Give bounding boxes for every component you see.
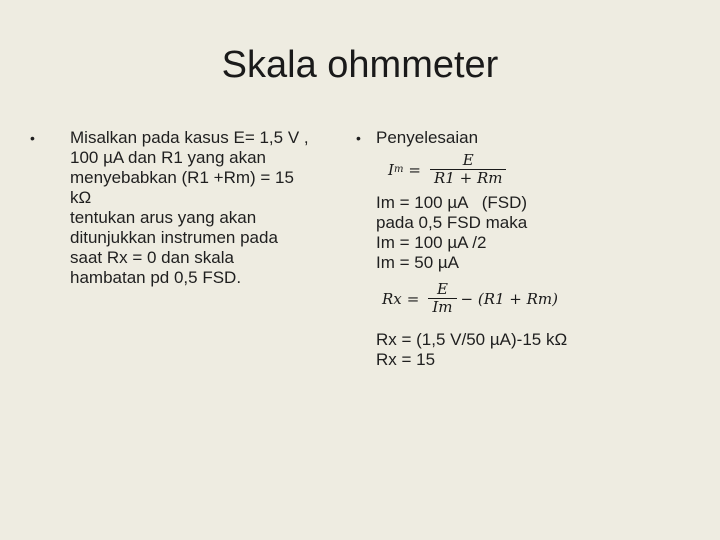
formula-numerator: E xyxy=(436,280,448,298)
solution-heading-row xyxy=(356,128,696,148)
formula-denominator: Im xyxy=(428,298,456,316)
solution-line: pada 0,5 FSD maka xyxy=(376,213,528,232)
formula-equals: = xyxy=(408,160,421,179)
formula-rx xyxy=(382,281,696,316)
formula-denominator: R1 + Rm xyxy=(430,169,506,187)
result-line: Rx = (1,5 V/50 µA)-15 kΩ xyxy=(376,330,568,349)
problem-line: 100 µA dan R1 yang akan xyxy=(70,148,266,167)
problem-line: tentukan arus yang akan xyxy=(70,208,257,227)
problem-line: menyebabkan (R1 +Rm) = 15 xyxy=(70,168,294,187)
problem-line: hambatan pd 0,5 FSD. xyxy=(70,268,242,287)
formula-lhs-subscript: m xyxy=(393,163,404,175)
bullet-icon: • xyxy=(356,130,361,146)
right-column xyxy=(356,128,696,370)
solution-line: Im = 100 µA (FSD) xyxy=(376,193,528,212)
formula-lhs: Rx xyxy=(382,289,402,308)
problem-line: Misalkan pada kasus E= 1,5 V , xyxy=(70,128,309,147)
bullet-icon: • xyxy=(30,130,35,146)
formula-fraction xyxy=(430,152,506,187)
solution-line: Im = 100 µA /2 xyxy=(376,233,487,252)
formula-equals: = xyxy=(406,289,420,308)
problem-line: saat Rx = 0 dan skala xyxy=(70,248,234,267)
solution-heading: Penyelesaian xyxy=(376,128,479,147)
formula-im xyxy=(388,152,696,187)
formula-fraction xyxy=(428,281,456,316)
solution-line: Im = 50 µA xyxy=(376,253,460,272)
result-line: Rx = 15 xyxy=(376,350,436,369)
problem-line: ditunjukkan instrumen pada xyxy=(70,228,278,247)
problem-statement xyxy=(30,128,360,288)
formula-lhs: I xyxy=(388,160,394,179)
left-column xyxy=(30,128,360,288)
slide-title: Skala ohmmeter xyxy=(221,44,499,86)
formula-numerator: E xyxy=(462,151,474,169)
formula-remainder: − (R1 + Rm) xyxy=(460,289,558,308)
problem-line: kΩ xyxy=(70,188,92,207)
